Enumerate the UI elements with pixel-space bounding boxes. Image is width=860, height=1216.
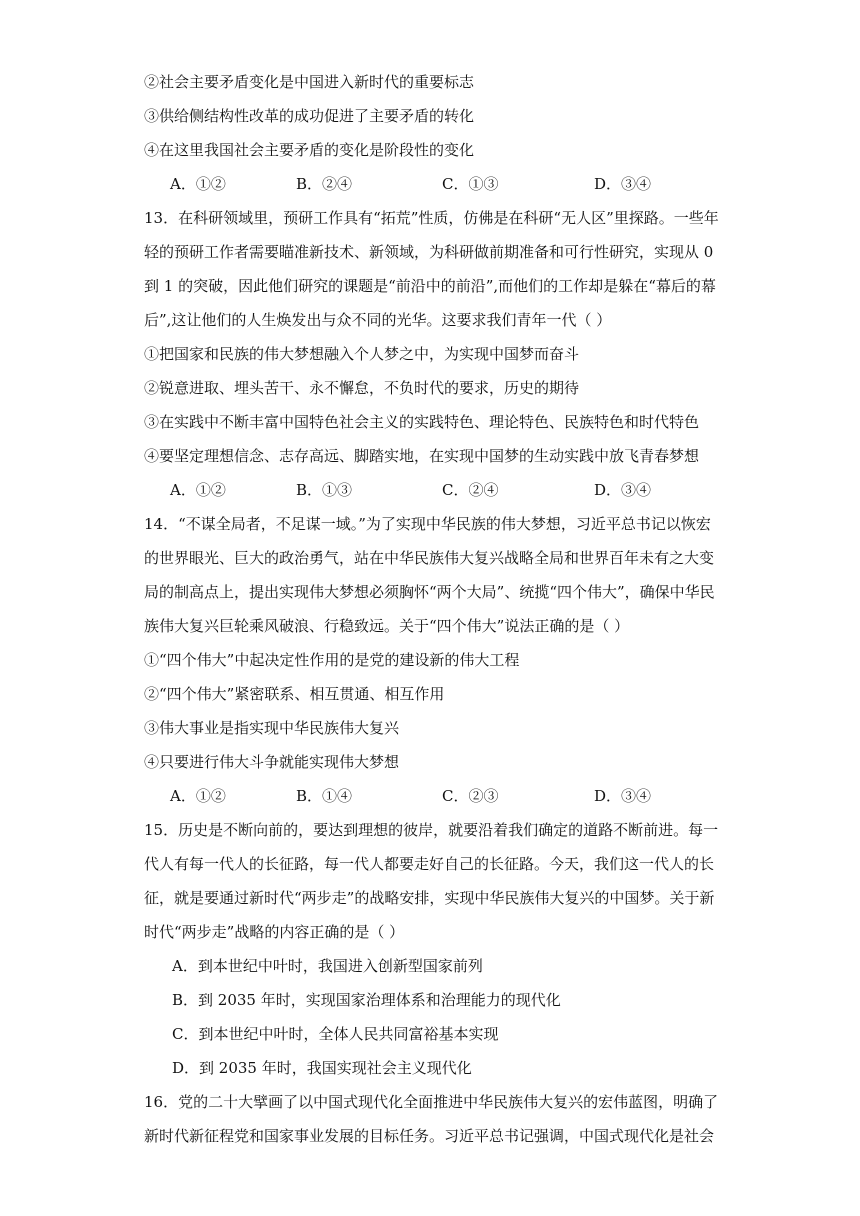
q15-stem-line-2: 代人有每一代人的长征路，每一代人都要走好自己的长征路。今天，我们这一代人的长 bbox=[144, 855, 715, 873]
q14-item-3: ③伟大事业是指实现中华民族伟大复兴 bbox=[144, 719, 400, 737]
q15-choice-a: A．到本世纪中叶时，我国进入创新型国家前列 bbox=[172, 957, 483, 975]
q14-stem-line-2: 的世界眼光、巨大的政治勇气，站在中华民族伟大复兴战略全局和世界百年未有之大变 bbox=[144, 549, 715, 567]
q12-option-a: A．①② bbox=[170, 175, 226, 193]
q12-option-b: B．②④ bbox=[296, 175, 353, 193]
q13-options bbox=[170, 480, 690, 500]
q13-item-1: ①把国家和民族的伟大梦想融入个人梦之中，为实现中国梦而奋斗 bbox=[144, 345, 580, 363]
q14-stem-line-1: 14．“不谋全局者，不足谋一域。”为了实现中华民族的伟大梦想，习近平总书记以恢宏 bbox=[144, 515, 711, 533]
q14-option-c: C．②③ bbox=[442, 787, 499, 805]
q12-option-d: D．③④ bbox=[594, 175, 652, 193]
q14-option-b: B．①④ bbox=[296, 787, 353, 805]
q13-item-3: ③在实践中不断丰富中国特色社会主义的实践特色、理论特色、民族特色和时代特色 bbox=[144, 413, 700, 431]
q14-item-4: ④只要进行伟大斗争就能实现伟大梦想 bbox=[144, 753, 400, 771]
q16-stem-line-1: 16．党的二十大擘画了以中国式现代化全面推进中华民族伟大复兴的宏伟蓝图，明确了 bbox=[144, 1093, 719, 1111]
q12-item-2: ②社会主要矛盾变化是中国进入新时代的重要标志 bbox=[144, 73, 475, 91]
q13-item-2: ②锐意进取、埋头苦干、永不懈怠，不负时代的要求，历史的期待 bbox=[144, 379, 580, 397]
q13-option-c: C．②④ bbox=[442, 481, 499, 499]
q15-choice-b: B．到 2035 年时，实现国家治理体系和治理能力的现代化 bbox=[172, 991, 561, 1009]
q16-stem-line-2: 新时代新征程党和国家事业发展的目标任务。习近平总书记强调，中国式现代化是社会 bbox=[144, 1127, 715, 1145]
q13-stem-line-3: 到 1 的突破，因此他们研究的课题是“前沿中的前沿”,而他们的工作却是躲在“幕后的幕 bbox=[144, 277, 716, 295]
q13-stem-line-4: 后”,这让他们的人生焕发出与众不同的光华。这要求我们青年一代（ ） bbox=[144, 311, 612, 329]
q13-stem-line-1: 13．在科研领域里，预研工作具有“拓荒”性质，仿佛是在科研“无人区”里探路。一些年 bbox=[144, 209, 719, 227]
q13-stem-line-2: 轻的预研工作者需要瞄准新技术、新领域，为科研做前期准备和可行性研究，实现从 0 bbox=[144, 243, 714, 261]
q15-stem-line-1: 15．历史是不断向前的，要达到理想的彼岸，就要沿着我们确定的道路不断前进。每一 bbox=[144, 821, 719, 839]
q12-options bbox=[170, 174, 690, 194]
q13-option-d: D．③④ bbox=[594, 481, 652, 499]
q14-option-a: A．①② bbox=[170, 787, 226, 805]
q14-item-1: ①“四个伟大”中起决定性作用的是党的建设新的伟大工程 bbox=[144, 651, 520, 669]
q14-option-d: D．③④ bbox=[594, 787, 652, 805]
q13-option-b: B．①③ bbox=[296, 481, 353, 499]
q15-stem-line-4: 时代“两步走”战略的内容正确的是（ ） bbox=[144, 923, 405, 941]
q15-choice-c: C．到本世纪中叶时，全体人民共同富裕基本实现 bbox=[172, 1025, 499, 1043]
q12-item-4: ④在这里我国社会主要矛盾的变化是阶段性的变化 bbox=[144, 141, 475, 159]
q13-item-4: ④要坚定理想信念、志存高远、脚踏实地，在实现中国梦的生动实践中放飞青春梦想 bbox=[144, 447, 700, 465]
q12-item-3: ③供给侧结构性改革的成功促进了主要矛盾的转化 bbox=[144, 107, 475, 125]
q15-stem-line-3: 征，就是要通过新时代“两步走”的战略安排，实现中华民族伟大复兴的中国梦。关于新 bbox=[144, 889, 715, 907]
q14-stem-line-4: 族伟大复兴巨轮乘风破浪、行稳致远。关于“四个伟大”说法正确的是（ ） bbox=[144, 617, 630, 635]
q14-item-2: ②“四个伟大”紧密联系、相互贯通、相互作用 bbox=[144, 685, 445, 703]
q15-choice-d: D．到 2035 年时，我国实现社会主义现代化 bbox=[172, 1059, 472, 1077]
q12-option-c: C．①③ bbox=[442, 175, 499, 193]
q14-options bbox=[170, 786, 690, 806]
q14-stem-line-3: 局的制高点上，提出实现伟大梦想必须胸怀“两个大局”、统揽“四个伟大”，确保中华民 bbox=[144, 583, 715, 601]
q13-option-a: A．①② bbox=[170, 481, 226, 499]
